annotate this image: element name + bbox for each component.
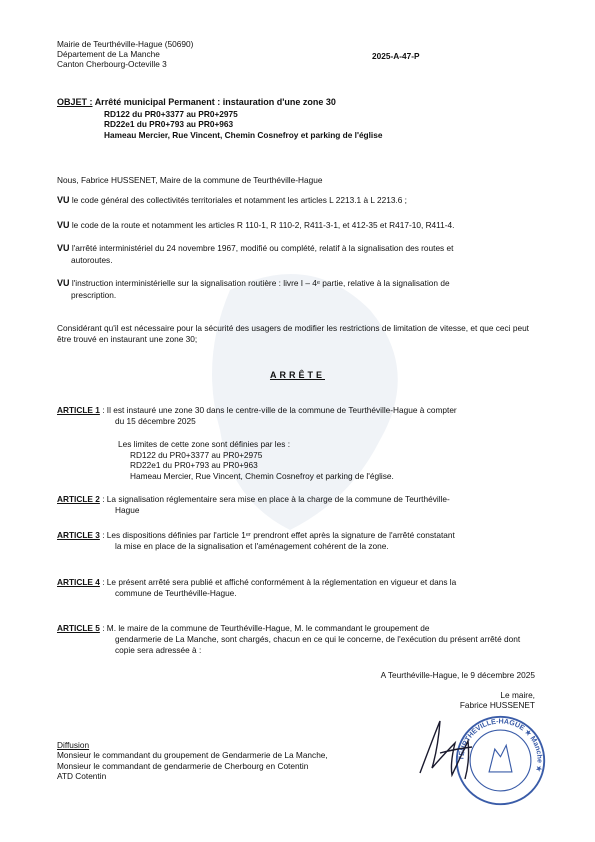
vu-item [57,278,542,301]
article-1 [57,405,540,427]
objet-block [57,97,382,140]
article-text: : Il est instauré une zone 30 dans le centre-ville de la commune de Teurthéville-Hague à compter [102,405,457,415]
diffusion-block [57,740,328,782]
signer-block [460,690,535,711]
article-2 [57,494,540,516]
article-5 [57,623,540,656]
limits-line: RD122 du PR0+3377 au PR0+2975 [130,449,263,460]
stamp-text: TEURTHÉVILLE-HAGUE ★ Manche ★ [457,717,544,773]
article-continuation: commune de Teurthéville-Hague. [115,587,237,598]
article-continuation: Hague [115,504,140,515]
article-text: : M. le maire de la commune de Teurthéville-Hague, M. le commandant le groupement de [102,623,430,633]
diffusion-line: ATD Cotentin [57,771,107,782]
vu-item [57,195,542,207]
mairie-line: Mairie de Teurthéville-Hague (50690) [57,39,194,49]
objet-line: RD22e1 du PR0+793 au PR0+963 [104,119,234,130]
vu-text: l'arrêté interministériel du 24 novembre 1967, modifié ou complété, relatif à la signalisation des routes et [71,243,454,253]
document-reference: 2025-A-47-P [372,51,420,61]
signer-name: Fabrice HUSSENET [459,700,535,711]
article-head: ARTICLE 3 [57,530,100,540]
place-date: A Teurthéville-Hague, le 9 décembre 2025 [380,670,535,680]
vu-item [57,243,542,266]
diffusion-line: Monsieur le commandant du groupement de Gendarmerie de La Manche, [57,750,328,761]
article-head: ARTICLE 1 [57,405,100,415]
mayor-signature [410,713,500,785]
vu-key: VU [57,220,70,230]
limits-line: RD22e1 du PR0+793 au PR0+963 [130,460,258,471]
vu-continuation: prescription. [71,289,117,300]
objet-line: RD122 du PR0+3377 au PR0+2975 [104,108,238,119]
vu-key: VU [57,195,70,205]
article-head: ARTICLE 4 [57,577,100,587]
article-continuation: la mise en place de la signalisation et l'aménagement cohérent de la zone. [115,540,389,551]
vu-text: l'instruction interministérielle sur la signalisation routière : livre I – 4ᵉ partie, relative à la signalisation de [71,278,450,288]
vu-key: VU [57,278,70,288]
limits-intro: Les limites de cette zone sont définies par les : [118,439,291,449]
limits-line: Hameau Mercier, Rue Vincent, Chemin Cosnefroy et parking de l'église. [130,470,394,481]
vu-item [57,220,542,232]
article-4 [57,577,540,599]
objet-line: Hameau Mercier, Rue Vincent, Chemin Cosnefroy et parking de l'église [104,129,383,140]
objet-label: OBJET : [57,97,93,107]
diffusion-title: Diffusion [57,740,90,750]
vu-key: VU [57,243,70,253]
vu-text: le code de la route et notamment les articles R 110-1, R 110-2, R411-3-1, et 412-35 et R417-10, R411-4. [71,220,455,230]
article-continuation: gendarmerie de La Manche, sont chargés, chacun en ce qui le concerne, de l'exécution du présent arrêté dont copie sera adressée à : [115,633,521,655]
article-head: ARTICLE 5 [57,623,100,633]
article-continuation: du 15 décembre 2025 [115,415,196,426]
diffusion-line: Monsieur le commandant de gendarmerie de Cherbourg en Cotentin [57,760,309,771]
issuer-header [57,39,193,69]
article-head: ARTICLE 2 [57,494,100,504]
vu-continuation: autoroutes. [71,254,113,265]
article-text: : La signalisation réglementaire sera mise en place à la charge de la commune de Teurthéville- [102,494,450,504]
objet-title: Arrêté municipal Permanent : instauration d'une zone 30 [94,97,336,107]
article-text: : Les dispositions définies par l'article 1ᵉʳ prendront effet après la signature de l'arrêté constatant [102,530,455,540]
departement-line: Département de La Manche [57,49,160,60]
intro-line: Nous, Fabrice HUSSENET, Maire de la commune de Teurthéville-Hague [57,175,323,185]
article-3 [57,530,540,552]
signer-role: Le maire, [500,690,535,700]
vu-text: le code général des collectivités territoriales et notamment les articles L 2213.1 à L 2213.6 ; [71,195,407,205]
arrete-heading: ARRÊTE [269,370,325,380]
article-text: : Le présent arrêté sera publié et affiché conformément à la réglementation en vigueur et dans la [102,577,457,587]
considering-paragraph: Considérant qu'il est nécessaire pour la sécurité des usagers de modifier les restrictions de limitation de vitesse, et que ceci peut être trouvé en instaurant une zone 30; [57,323,529,344]
zone-limits [118,439,394,481]
canton-line: Canton Cherbourg-Octeville 3 [57,59,167,70]
